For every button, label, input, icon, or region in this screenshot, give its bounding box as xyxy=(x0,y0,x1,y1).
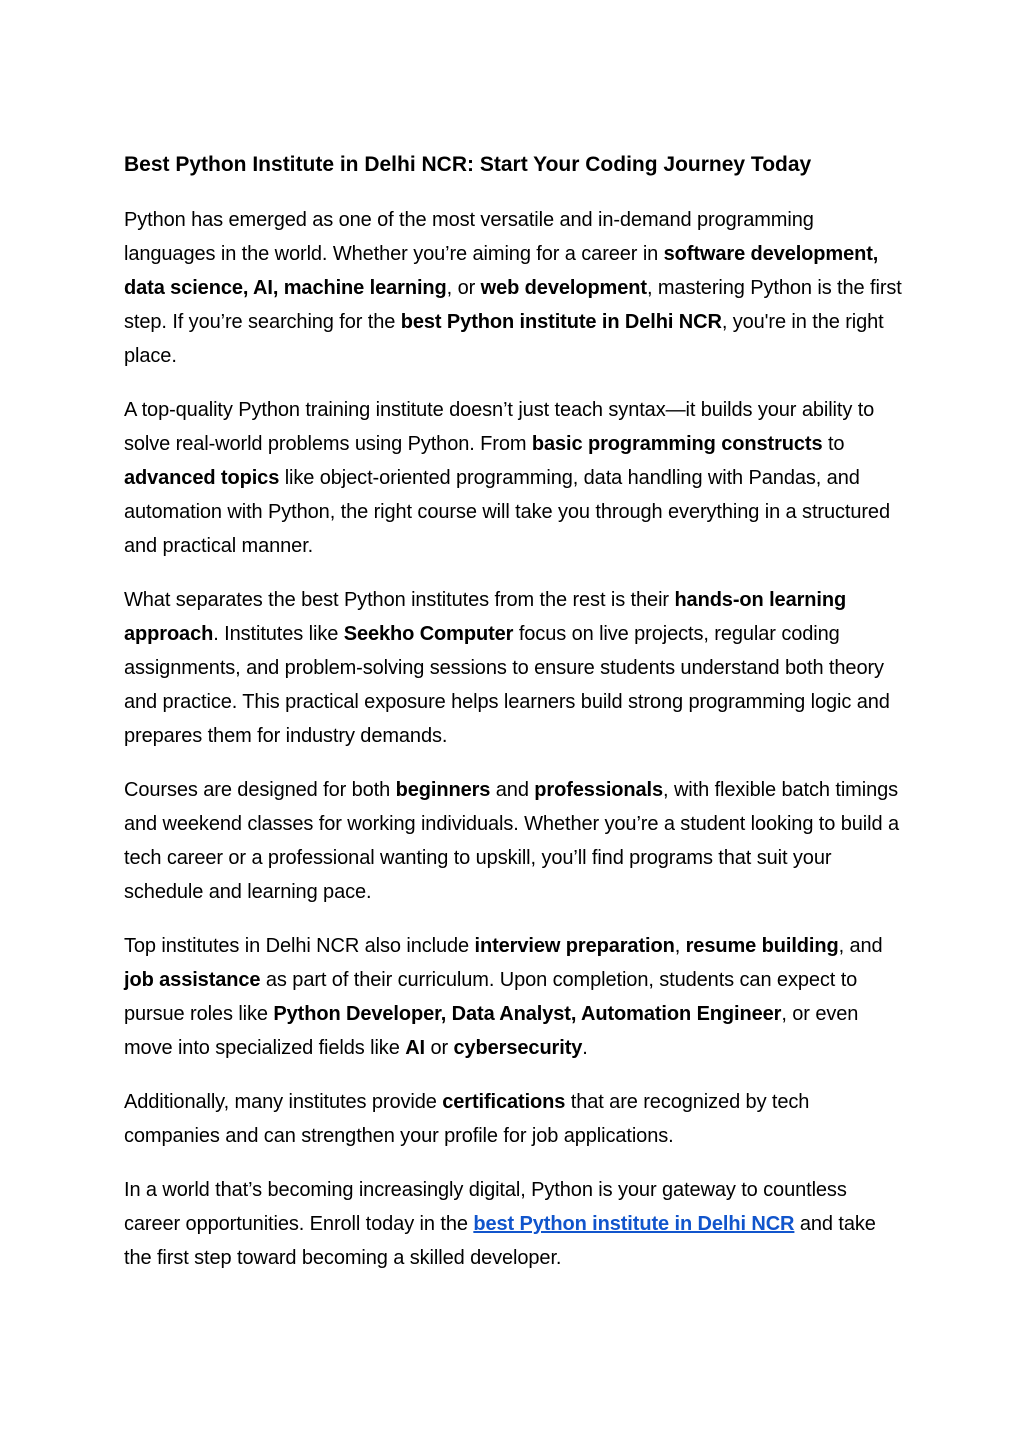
bold-text: advanced topics xyxy=(124,467,280,489)
paragraph xyxy=(124,1085,904,1153)
document-body xyxy=(124,203,904,1275)
body-text: , or even move into specialized fields like xyxy=(124,1003,859,1059)
bold-text: hands-on learning approach xyxy=(124,589,847,645)
paragraph xyxy=(124,393,904,563)
body-text: What separates the best Python institutes from the rest is their xyxy=(124,589,675,611)
body-text: A top-quality Python training institute doesn’t just teach syntax—it builds your ability to solve real-world problems using Python. From xyxy=(124,399,875,455)
bold-text: interview preparation xyxy=(474,935,675,957)
bold-text: software development, data science, AI, machine learning xyxy=(124,243,879,299)
paragraph xyxy=(124,583,904,753)
body-text: or xyxy=(425,1037,454,1059)
paragraph xyxy=(124,773,904,909)
body-text: like object-oriented programming, data handling with Pandas, and automation with Python, the right course will take you through everything in a structured and practical manner. xyxy=(124,467,890,557)
body-text: , and xyxy=(838,935,883,957)
body-text: and take the first step toward becoming a skilled developer. xyxy=(124,1213,876,1269)
bold-text: AI xyxy=(405,1037,425,1059)
bold-text: resume building xyxy=(685,935,839,957)
body-text: , with flexible batch timings and weekend classes for working individuals. Whether you’re a student looking to build a tech career or a professional wanting to upskill, you’ll find programs that suit your schedule and learning pace. xyxy=(124,779,899,903)
body-text: , you're in the right place. xyxy=(124,311,884,367)
body-text: and xyxy=(490,779,535,801)
body-text: , xyxy=(674,935,686,957)
bold-text: Python Developer, Data Analyst, Automation Engineer xyxy=(273,1003,782,1025)
body-text: Python has emerged as one of the most versatile and in-demand programming languages in the world. Whether you’re aiming for a career in xyxy=(124,209,814,265)
bold-text: best Python institute in Delhi NCR xyxy=(400,311,722,333)
paragraph xyxy=(124,1173,904,1275)
python-institute-link[interactable]: best Python institute in Delhi NCR xyxy=(473,1213,795,1235)
bold-text: Seekho Computer xyxy=(343,623,514,645)
paragraph xyxy=(124,929,904,1065)
bold-text: certifications xyxy=(442,1091,566,1113)
body-text: Additionally, many institutes provide xyxy=(124,1091,443,1113)
body-text: that are recognized by tech companies and can strengthen your profile for job applications. xyxy=(124,1091,810,1147)
paragraph xyxy=(124,203,904,373)
body-text: Top institutes in Delhi NCR also include xyxy=(124,935,475,957)
body-text: to xyxy=(822,433,845,455)
bold-text: cybersecurity xyxy=(453,1037,583,1059)
body-text: Courses are designed for both xyxy=(124,779,396,801)
body-text: . xyxy=(582,1037,588,1059)
document-page xyxy=(124,150,904,1295)
body-text: , or xyxy=(446,277,481,299)
bold-text: web development xyxy=(480,277,647,299)
bold-text: beginners xyxy=(395,779,491,801)
bold-text: basic programming constructs xyxy=(531,433,823,455)
body-text: . Institutes like xyxy=(213,623,344,645)
body-text: as part of their curriculum. Upon completion, students can expect to pursue roles like xyxy=(124,969,858,1025)
document-title: Best Python Institute in Delhi NCR: Start Your Coding Journey Today xyxy=(124,153,812,176)
body-text: focus on live projects, regular coding assignments, and problem-solving sessions to ensure students understand both theory and practice. This practical exposure helps learners build strong programming logic and prepares them for industry demands. xyxy=(124,623,890,747)
bold-text: job assistance xyxy=(124,969,261,991)
bold-text: professionals xyxy=(534,779,664,801)
body-text: , mastering Python is the first step. If you’re searching for the xyxy=(124,277,902,333)
body-text: In a world that’s becoming increasingly digital, Python is your gateway to countless career opportunities. Enroll today in the xyxy=(124,1179,847,1235)
